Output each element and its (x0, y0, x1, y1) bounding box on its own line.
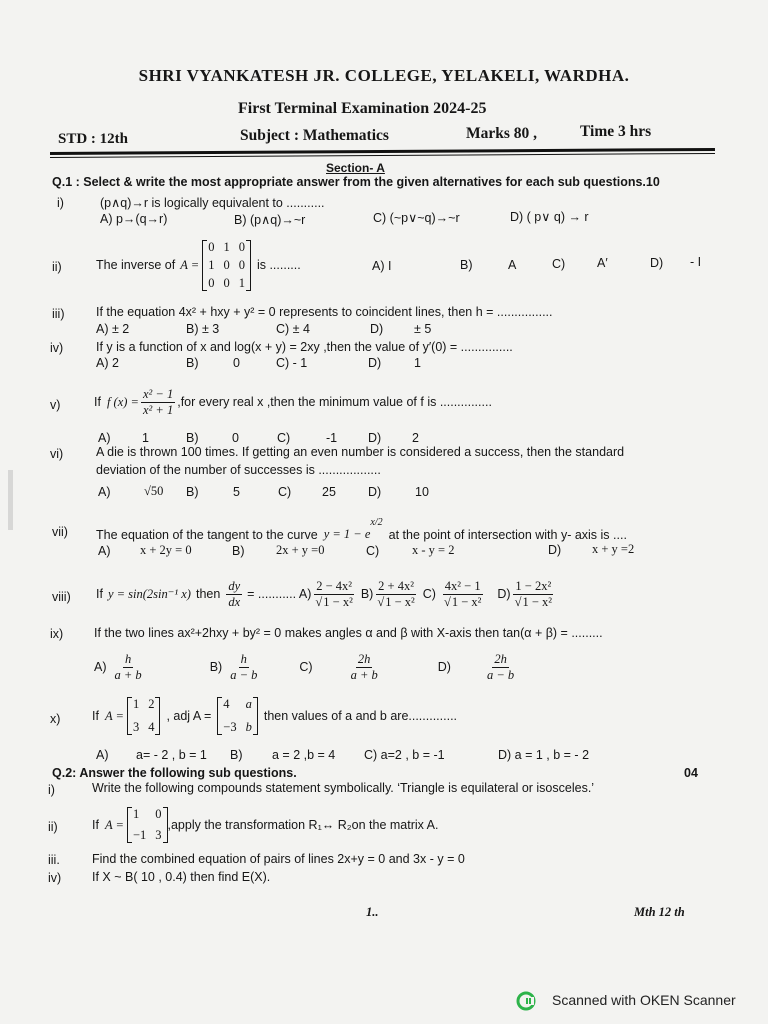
question-text: at the point of intersection with y- axis is .... (388, 528, 627, 542)
matrix-cell: 1 (132, 807, 140, 821)
question-text: (p∧q)→r is logically equivalent to ........... (100, 196, 325, 210)
matrix-lhs: A = (104, 817, 124, 832)
matrix-cell: −3 (223, 720, 237, 734)
q2-marks: 04 (684, 766, 698, 780)
matrix-cell: 1 (208, 257, 215, 272)
option-a-label: A) (98, 485, 111, 499)
option-d-label: D) (368, 431, 382, 445)
question-row (96, 510, 627, 542)
question-number: ix) (50, 627, 64, 641)
option-a-label: A) (98, 544, 111, 558)
option-d-fraction (485, 652, 516, 682)
option-b-value: 5 (233, 485, 240, 499)
fraction (141, 387, 175, 417)
question-number: iii) (52, 307, 65, 321)
fraction-numerator: 1 − 2x² (515, 579, 552, 594)
question-text: Write the following compounds statement symbolically. ‘Triangle is equilateral or isosceles.’ (92, 781, 595, 795)
question-text: If (94, 395, 101, 409)
option-d-label: D) (368, 356, 382, 370)
question-number: vii) (52, 525, 68, 539)
option-c: C) ± 4 (276, 322, 310, 336)
fraction-numerator: 4x² − 1 (444, 579, 481, 594)
question-number: viii) (52, 590, 71, 604)
options-row (94, 648, 518, 686)
fraction-numerator: 2h (494, 652, 507, 667)
option-c-value: x - y = 2 (412, 543, 455, 557)
q2-heading: Q.2: Answer the following sub questions. (52, 766, 297, 780)
option-c-fraction (349, 652, 380, 682)
option-a-value: a= - 2 , b = 1 (136, 748, 207, 762)
fraction-denominator: √1 − x² (443, 594, 482, 609)
option-d-value: 1 (414, 356, 421, 370)
paper-code: Mth 12 th (634, 905, 685, 919)
oken-scanner-logo-icon (516, 991, 536, 1011)
scan-shadow (8, 470, 13, 530)
fraction-denominator: √1 − x² (514, 594, 553, 609)
question-number: ii) (52, 260, 62, 274)
option-a-value: 1 (142, 431, 149, 445)
option-a: A) I (372, 259, 392, 273)
option-d-label: D) (497, 587, 511, 601)
question-text: If (96, 587, 103, 601)
question-text: If (92, 709, 99, 723)
option-b-value: a = 2 ,b = 4 (272, 748, 336, 762)
sqrt-body: 1 − x² (522, 594, 553, 609)
fraction-denominator: x² + 1 (142, 402, 174, 417)
matrix-cell: 3 (155, 828, 162, 842)
std-label: STD : 12th (58, 131, 129, 147)
curve-exponent: x/2 (370, 517, 383, 528)
option-c-value: -1 (326, 431, 338, 445)
matrix-cell: 1 (238, 275, 245, 290)
fraction-denominator: a − b (230, 667, 258, 682)
option-d: D) a = 1 , b = - 2 (498, 748, 590, 762)
question-number: ii) (48, 820, 58, 834)
option-a-label: A) (94, 660, 107, 674)
option-b-label: B) (460, 258, 473, 272)
question-text: If (92, 818, 99, 832)
question-number: iv) (48, 871, 62, 885)
question-number: x) (50, 712, 61, 726)
question-text: then values of a and b are.............. (263, 709, 458, 723)
option-a-label: A) (98, 431, 111, 445)
option-c: C) a=2 , b = -1 (364, 748, 445, 762)
option-b-label: B) (360, 587, 374, 601)
matrix-cell: 0 (238, 239, 245, 254)
question-row (96, 570, 556, 618)
time-label: Time 3 hrs (580, 123, 652, 140)
scanner-watermark: Scanned with OKEN Scanner (552, 992, 736, 1008)
sqrt-body: 1 − x² (451, 594, 482, 609)
page-number: 1.. (366, 905, 379, 919)
option-d-label: D) (548, 543, 562, 557)
fraction-numerator: 2 + 4x² (378, 579, 414, 594)
option-a-value: x + 2y = 0 (140, 543, 192, 557)
option-b-label: B) (186, 431, 199, 445)
matrix-cell: 4 (223, 697, 230, 711)
q1-heading: Q.1 : Select & write the most appropriate answer from the given alternatives for each sub questions.10 (52, 175, 660, 189)
matrix-cell: 0 (208, 239, 215, 254)
fraction-denominator: a + b (114, 667, 142, 682)
matrix-cell: 3 (132, 720, 140, 734)
fraction-numerator: dy (228, 579, 241, 594)
option-a: A) 2 (96, 356, 119, 370)
fraction-numerator: h (124, 652, 132, 667)
option-c-label: C) (422, 587, 436, 601)
fraction-denominator: dx (228, 594, 241, 609)
matrix-cell: 0 (155, 807, 162, 821)
fraction-denominator: a − b (486, 667, 515, 682)
question-row (96, 237, 301, 293)
matrix-cell: a (245, 697, 252, 711)
option-c-value: 25 (322, 485, 336, 499)
function-expression: y = sin(2sin⁻¹ x) (107, 587, 191, 601)
option-b-fraction (375, 579, 416, 609)
question-text: The equation of the tangent to the curve (96, 528, 318, 542)
option-b-label: B) (209, 660, 223, 674)
matrix-cell: 0 (223, 275, 230, 290)
option-b-value: 0 (233, 356, 240, 370)
option-a: A) ± 2 (96, 322, 130, 336)
matrix-cell: 0 (238, 257, 245, 272)
option-c: C) - 1 (276, 356, 308, 370)
matrix-cell: 0 (208, 275, 215, 290)
question-number: i) (48, 783, 55, 797)
section-title: Section- A (326, 161, 385, 175)
option-c-label: C) (277, 431, 291, 445)
option-b-label: B) (186, 356, 199, 370)
option-c-label: C) (552, 257, 566, 271)
question-text: If y is a function of x and log(x + y) = 2xy ,then the value of y′(0) = ............... (96, 340, 513, 354)
fraction-numerator: h (240, 652, 247, 667)
option-d-label: D) (370, 322, 384, 336)
option-b-label: B) (186, 485, 199, 499)
question-number: iii. (48, 853, 60, 867)
option-d-value: x + y =2 (592, 542, 635, 556)
sqrt-body: 1 − x² (323, 594, 353, 609)
sqrt-body: 1 − x² (385, 594, 415, 609)
matrix-lhs: A = (104, 708, 124, 723)
derivative-fraction (226, 579, 242, 609)
matrix-cell: b (245, 720, 252, 734)
option-d-value: 10 (415, 485, 429, 499)
option-c: C) (~p∨~q)→~r (373, 211, 460, 225)
question-row (94, 380, 492, 424)
option-c-label: C) (299, 660, 313, 674)
question-text: The inverse of (96, 258, 176, 272)
option-d-label: D) (650, 256, 664, 270)
option-c-label: C) (278, 485, 292, 499)
option-c-value: A′ (597, 256, 608, 270)
adj-matrix (217, 697, 258, 735)
matrix-lhs: A = (180, 257, 200, 272)
matrix-cell: 4 (148, 720, 155, 734)
question-text: ,for every real x ,then the minimum value of f is ............... (177, 395, 492, 409)
option-d-value: 2 (412, 431, 419, 445)
question-text: If X ~ B( 10 , 0.4) then find E(X). (92, 870, 271, 884)
question-text: ,apply the transformation R₁↔ R₂on the matrix A. (167, 818, 439, 832)
option-b-label: B) (232, 544, 245, 558)
subject-label: Subject : Mathematics (240, 127, 389, 144)
option-d-value: - I (690, 255, 702, 269)
fraction-numerator: 2h (357, 652, 371, 667)
question-text: If the two lines ax²+2hxy + by² = 0 makes angles α and β with X-axis then tan(α + β) = ......... (94, 626, 603, 640)
question-number: i) (57, 196, 64, 210)
matrix (202, 240, 251, 291)
option-a: A) p→(q→r) (100, 212, 168, 226)
curve-expression: y = 1 − e (323, 527, 371, 541)
question-text: = ........... A) (247, 587, 312, 601)
question-row (92, 692, 457, 740)
question-row (92, 802, 439, 848)
matrix-cell: 1 (223, 239, 230, 254)
matrix-cell: −1 (132, 828, 147, 842)
matrix (127, 697, 161, 735)
fraction-denominator: √1 − x² (377, 594, 415, 609)
option-d-value: ± 5 (414, 322, 432, 336)
option-d-label: D) (368, 485, 382, 499)
question-number: v) (50, 398, 61, 412)
fraction-denominator: √1 − x² (315, 594, 353, 609)
question-text: Find the combined equation of pairs of lines 2x+y = 0 and 3x - y = 0 (92, 852, 465, 866)
option-a-value: √50 (144, 484, 164, 498)
option-c-label: C) (366, 544, 380, 558)
fraction-denominator: a + b (350, 667, 378, 682)
option-b-value: 0 (232, 431, 239, 445)
question-text: , adj A = (166, 709, 212, 723)
question-number: vi) (50, 447, 64, 461)
matrix-cell: 0 (223, 257, 230, 272)
option-b: B) ± 3 (186, 322, 220, 336)
option-d-label: D) (437, 660, 451, 674)
question-text: A die is thrown 100 times. If getting an even number is considered a success, then the standard (96, 445, 625, 459)
option-b-value: A (508, 258, 517, 272)
exam-title: First Terminal Examination 2024-25 (238, 100, 487, 117)
fraction-numerator: 2 − 4x² (316, 579, 353, 594)
matrix-cell: 2 (148, 697, 155, 711)
question-text: then (195, 587, 221, 601)
college-name: SHRI VYANKATESH JR. COLLEGE, YELAKELI, WARDHA. (138, 66, 630, 85)
option-a-fraction (313, 579, 354, 609)
option-a-label: A) (96, 748, 109, 762)
function-lhs: f (x) = (106, 394, 139, 409)
question-text: is ......... (256, 258, 301, 272)
question-text-cont: deviation of the number of successes is .................. (96, 463, 381, 477)
option-b: B) (p∧q)→~r (234, 213, 306, 227)
question-text: If the equation 4x² + hxy + y² = 0 represents to coincident lines, then h = ................ (96, 305, 553, 319)
option-b-label: B) (230, 748, 243, 762)
option-b-value: 2x + y =0 (276, 543, 325, 557)
fraction-numerator: x² − 1 (142, 387, 174, 402)
matrix-cell: 1 (132, 697, 140, 711)
matrix (127, 807, 168, 843)
option-a-fraction (113, 652, 144, 682)
marks-label: Marks 80 , (466, 125, 538, 142)
option-d: D) ( p∨ q) → r (510, 210, 589, 224)
option-b-fraction (228, 652, 259, 682)
question-number: iv) (50, 341, 64, 355)
option-c-fraction (442, 579, 483, 609)
option-d-fraction (513, 579, 554, 609)
